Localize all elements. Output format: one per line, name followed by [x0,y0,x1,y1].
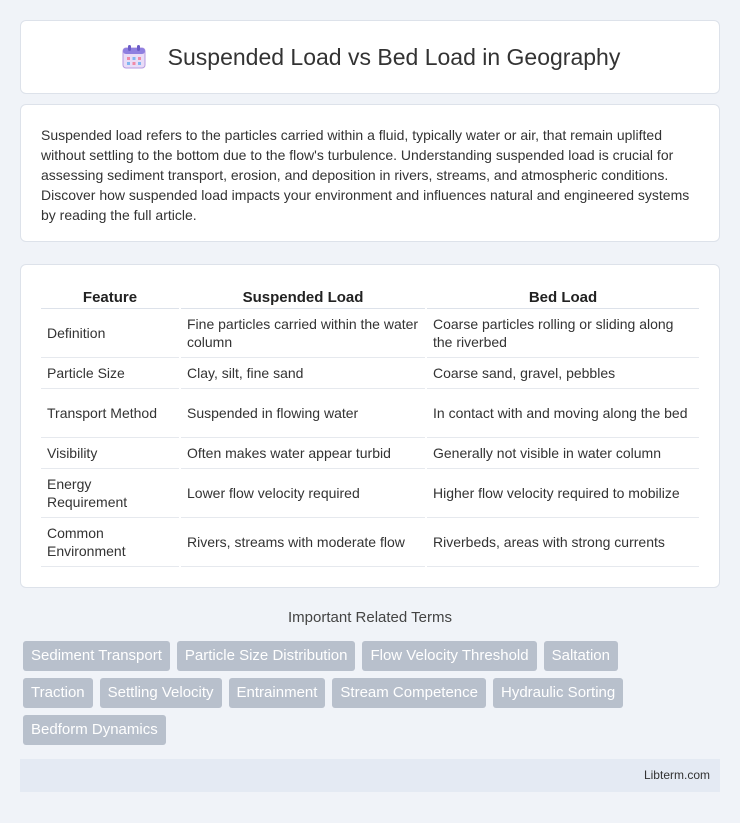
cell-bed: In contact with and moving along the bed [426,388,699,437]
cell-suspended: Fine particles carried within the water column [180,308,426,357]
cell-bed: Coarse particles rolling or sliding along the riverbed [426,308,699,357]
intro-text: Suspended load refers to the particles carried within a fluid, typically water or air, that remain uplifted without settling to the bottom due to the flow's turbulence. Understanding suspended load is crucial for assessing sediment transport, erosion, and deposition in rivers, streams, and atmospheric conditions. Discover how suspended load impacts your environment and influences natural and engineered systems by reading the full article. [41,127,690,223]
tag-entrainment[interactable]: Entrainment [229,678,326,708]
cell-feature: Particle Size [41,357,180,388]
table-row [41,437,699,468]
related-terms-tags [23,641,683,745]
cell-bed: Coarse sand, gravel, pebbles [426,357,699,388]
cell-feature: Energy Requirement [41,468,180,517]
related-terms-title: Important Related Terms [288,609,452,626]
cell-suspended: Often makes water appear turbid [180,437,426,468]
table-row [41,357,699,388]
cell-suspended: Rivers, streams with moderate flow [180,517,426,566]
comparison-table-card [20,264,720,588]
footer-site-link[interactable]: Libterm.com [643,768,710,782]
footer [20,759,720,792]
calendar-icon [120,43,148,71]
tag-flow-velocity-threshold[interactable]: Flow Velocity Threshold [362,641,536,671]
tag-stream-competence[interactable]: Stream Competence [332,678,486,708]
cell-feature: Common Environment [41,517,180,566]
header-feature: Feature [41,283,180,308]
tag-sediment-transport[interactable]: Sediment Transport [23,641,170,671]
header-bed-load: Bed Load [426,283,699,308]
table-row [41,517,699,566]
tag-bedform-dynamics[interactable]: Bedform Dynamics [23,715,166,745]
tag-particle-size-distribution[interactable]: Particle Size Distribution [177,641,356,671]
cell-feature: Visibility [41,437,180,468]
page-title: Suspended Load vs Bed Load in Geography [167,43,621,70]
intro-card [20,104,720,242]
table-row [41,468,699,517]
header-card [20,20,720,94]
header-suspended-load: Suspended Load [180,283,426,308]
cell-bed: Higher flow velocity required to mobilize [426,468,699,517]
cell-bed: Generally not visible in water column [426,437,699,468]
tag-settling-velocity[interactable]: Settling Velocity [100,678,222,708]
tag-saltation[interactable]: Saltation [544,641,618,671]
comparison-table [41,283,699,567]
table-row [41,308,699,357]
cell-feature: Transport Method [41,388,180,437]
table-row [41,388,699,437]
cell-suspended: Clay, silt, fine sand [180,357,426,388]
table-header-row [41,283,699,308]
tag-hydraulic-sorting[interactable]: Hydraulic Sorting [493,678,623,708]
cell-suspended: Lower flow velocity required [180,468,426,517]
cell-feature: Definition [41,308,180,357]
cell-suspended: Suspended in flowing water [180,388,426,437]
tag-traction[interactable]: Traction [23,678,93,708]
cell-bed: Riverbeds, areas with strong currents [426,517,699,566]
